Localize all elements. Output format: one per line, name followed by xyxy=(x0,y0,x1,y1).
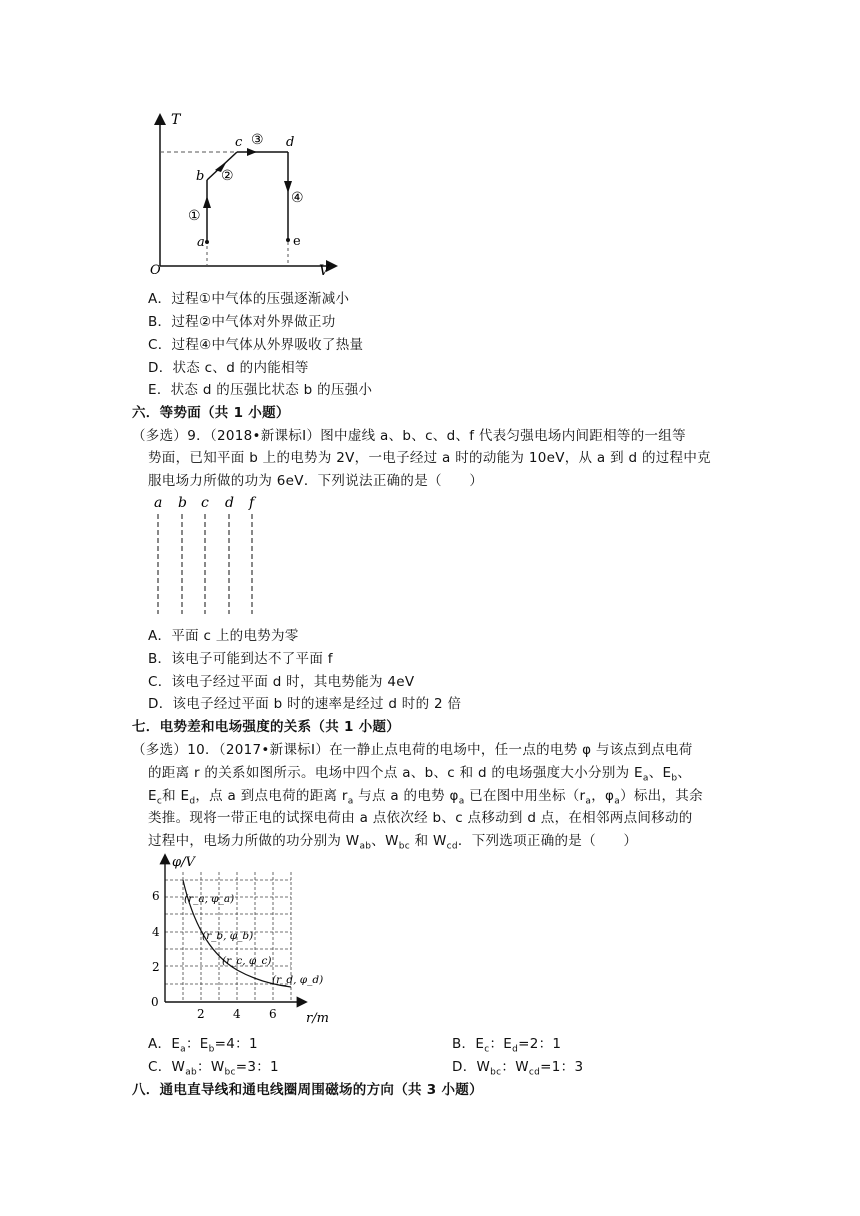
q10-line2: 的距离 r 的关系如图所示。电场中四个点 a、b、c 和 d 的电场强度大小分别为 $E_a$、$E_b$、 xyxy=(148,765,692,784)
q10-line1: （多选）10．（2017•新课标Ⅰ）在一静止点电荷的电场中，任一点的电势 φ 与该点到点电荷 xyxy=(132,742,693,758)
v-axis-label: V xyxy=(319,263,330,278)
xtick-2: 2 xyxy=(197,1007,205,1021)
q8-option-c: C．过程④中气体从外界吸收了热量 xyxy=(148,337,364,353)
equipotential-planes-figure xyxy=(148,492,268,620)
q8-option-e: E．状态 d 的压强比状态 b 的压强小 xyxy=(148,382,373,398)
phi-r-graph xyxy=(140,852,360,1024)
svg-text:e: e xyxy=(293,234,301,249)
plane-d-label: d xyxy=(225,495,234,511)
t-axis-label: T xyxy=(171,112,181,128)
svg-text:d: d xyxy=(286,135,295,150)
section8-title: 八．通电直导线和通电线圈周围磁场的方向（共 3 小题） xyxy=(132,1082,483,1098)
q8-option-d: D．状态 c、d 的内能相等 xyxy=(148,360,309,376)
q9-line1: （多选）9．（2018•新课标Ⅰ）图中虚线 a、b、c、d、f 代表匀强电场内间距相等的一组等 xyxy=(132,428,686,444)
svg-text:c: c xyxy=(235,135,243,150)
tv-diagram xyxy=(145,108,345,278)
plane-c-label: c xyxy=(201,495,209,511)
plane-b-label: b xyxy=(178,495,187,511)
process-1-label: ① xyxy=(188,208,201,224)
ytick-6: 6 xyxy=(152,889,160,903)
q9-option-a: A．平面 c 上的电势为零 xyxy=(148,628,299,644)
q8-option-b: B．过程②中气体对外界做正功 xyxy=(148,314,336,330)
point-b-label: (r_b, φ_b) xyxy=(202,930,254,942)
process-4-label: ④ xyxy=(291,190,304,206)
point-c-label: (r_c, φ_c) xyxy=(222,955,272,967)
q10-option-b: B．$E_c$：$E_d=2$：1 xyxy=(452,1036,562,1055)
q9-option-b: B．该电子可能到达不了平面 f xyxy=(148,651,333,667)
svg-text:a: a xyxy=(197,235,205,250)
xtick-4: 4 xyxy=(233,1007,241,1021)
point-a-label: (r_a, φ_a) xyxy=(184,893,235,905)
plane-f-label: f xyxy=(249,495,255,511)
q9-line2: 势面，已知平面 b 上的电势为 2V，一电子经过 a 时的动能为 10eV，从 a 到 d 的过程中克 xyxy=(148,450,711,466)
xtick-6: 6 xyxy=(269,1007,277,1021)
origin-label: O xyxy=(150,263,161,278)
process-3-label: ③ xyxy=(251,132,264,148)
q9-line3: 服电场力所做的功为 6eV．下列说法正确的是（ ） xyxy=(148,473,484,489)
section7-title: 七．电势差和电场强度的关系（共 1 小题） xyxy=(132,719,401,735)
process-2-label: ② xyxy=(221,168,234,184)
q8-option-a: A．过程①中气体的压强逐渐减小 xyxy=(148,291,350,307)
ytick-4: 4 xyxy=(152,925,160,939)
q10-option-a: A．$E_a$：$E_b=4$：1 xyxy=(148,1036,258,1055)
point-d-label: (r_d, φ_d) xyxy=(272,974,324,986)
q9-option-c: C．该电子经过平面 d 时，其电势能为 4eV xyxy=(148,674,415,690)
q10-line4: 类推。现将一带正电的试探电荷由 a 点依次经 b、c 点移动到 d 点，在相邻两点间移动的 xyxy=(148,810,693,826)
ytick-2: 2 xyxy=(152,960,160,974)
q10-option-c: C．$W_{ab}$：$W_{bc}=3$：1 xyxy=(148,1059,279,1078)
phi-axis-label: φ/V xyxy=(172,855,195,870)
graph-origin-label: 0 xyxy=(151,995,159,1009)
q10-option-d: D．$W_{bc}$：$W_{cd}=1$：3 xyxy=(452,1059,584,1078)
section6-title: 六．等势面（共 1 小题） xyxy=(132,405,290,421)
svg-text:b: b xyxy=(196,169,205,184)
plane-a-label: a xyxy=(154,495,163,511)
q10-line5: 过程中，电场力所做的功分别为 $W_{ab}$、$W_{bc}$ 和 $W_{cd}$．下列选项正确的是（ ） xyxy=(148,833,638,852)
q9-option-d: D．该电子经过平面 b 时的速率是经过 d 时的 2 倍 xyxy=(148,696,462,712)
q10-line3: $E_c$和 $E_d$，点 a 到点电荷的距离 $r_a$ 与点 a 的电势 $\varphi_a$ 已在图中用坐标（$r_a$，$\varphi_a$）标出，其余 xyxy=(148,788,703,807)
r-axis-label: r/m xyxy=(306,1011,329,1024)
